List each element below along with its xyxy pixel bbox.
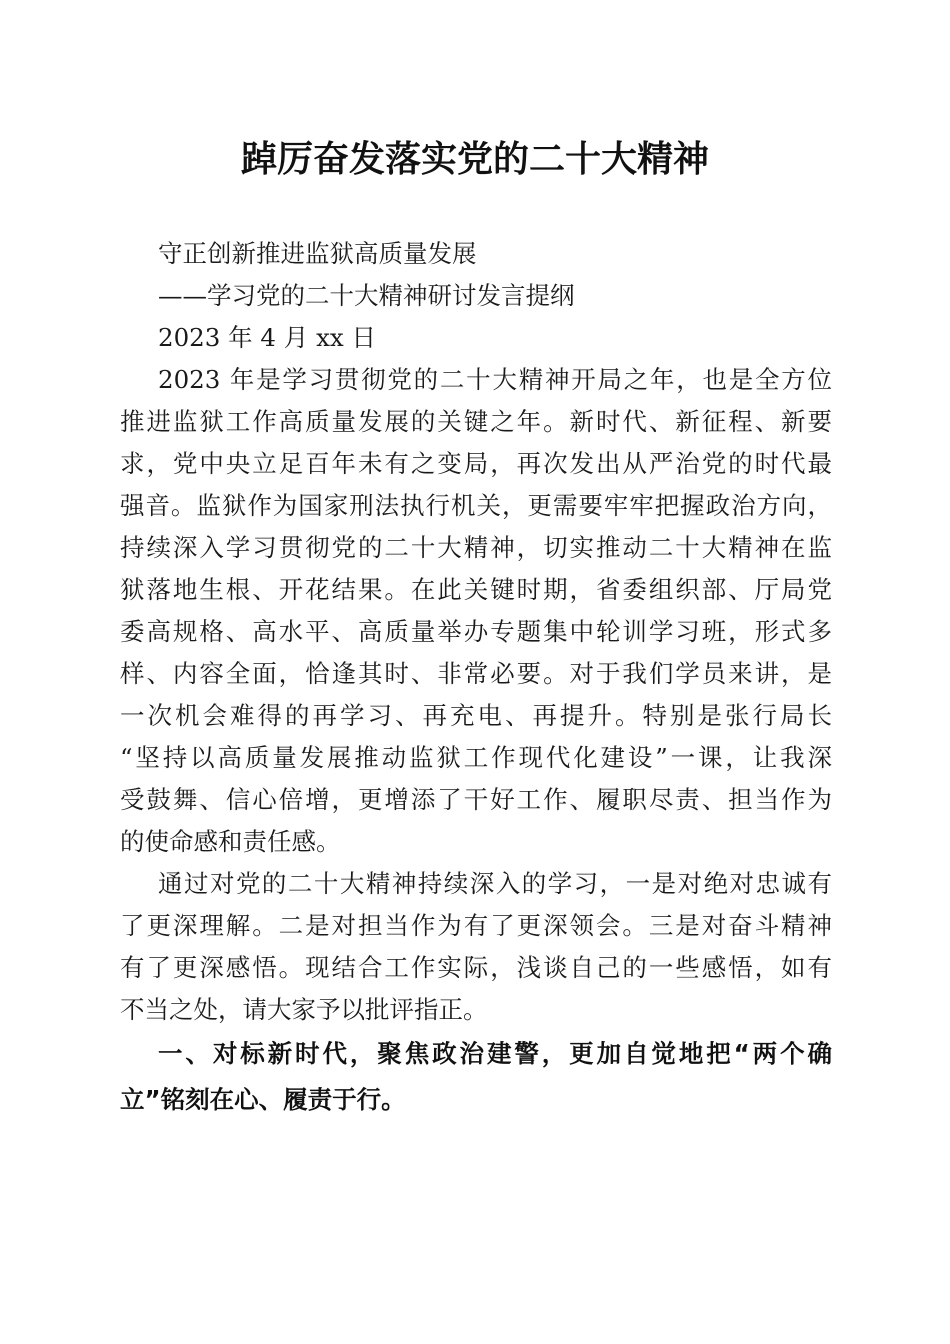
paragraph-line: 持续深入学习贯彻党的二十大精神，切实推动二十大精神在监 (120, 533, 832, 562)
subtitle: 守正创新推进监狱高质量发展 (158, 239, 477, 268)
paragraph-line: 不当之处，请大家予以批评指正。 (120, 995, 488, 1024)
paragraph-line: 样、内容全面，恰逢其时、非常必要。对于我们学员来讲，是 (120, 659, 832, 688)
paragraph-line: 的使命感和责任感。 (120, 827, 341, 856)
paragraph-line: 有了更深感悟。现结合工作实际，浅谈自己的一些感悟，如有 (120, 953, 832, 982)
paragraph-line: 委高规格、高水平、高质量举办专题集中轮训学习班，形式多 (120, 617, 832, 646)
subtitle-secondary: ——学习党的二十大精神研讨发言提纲 (158, 281, 575, 310)
paragraph-line: “坚持以高质量发展推动监狱工作现代化建设”一课，让我深 (120, 743, 832, 772)
document-date: 2023 年 4 月 xx 日 (158, 323, 377, 352)
paragraph-line: 了更深理解。二是对担当作为有了更深领会。三是对奋斗精神 (120, 911, 832, 940)
paragraph-line: 通过对党的二十大精神持续深入的学习，一是对绝对忠诚有 (158, 869, 832, 898)
paragraph-line: 2023 年是学习贯彻党的二十大精神开局之年，也是全方位 (158, 365, 832, 394)
paragraph-line: 强音。监狱作为国家刑法执行机关，更需要牢牢把握政治方向， (120, 491, 832, 520)
paragraph-line: 狱落地生根、开花结果。在此关键时期，省委组织部、厅局党 (120, 575, 832, 604)
heading-line: 立”铭刻在心、履责于行。 (120, 1085, 406, 1114)
paragraph-line: 求，党中央立足百年未有之变局，再次发出从严治党的时代最 (120, 449, 832, 478)
document-title: 踔厉奋发落实党的二十大精神 (240, 138, 709, 180)
document-body (120, 233, 832, 1123)
paragraph-line: 一次机会难得的再学习、再充电、再提升。特别是张行局长 (120, 701, 832, 730)
heading-line: 一、对标新时代，聚焦政治建警，更加自觉地把“两个确 (158, 1039, 832, 1068)
paragraph-line: 推进监狱工作高质量发展的关键之年。新时代、新征程、新要 (120, 407, 832, 436)
paragraph-1 (120, 359, 832, 863)
section-heading-1 (120, 1031, 832, 1123)
paragraph-line: 受鼓舞、信心倍增，更增添了干好工作、履职尽责、担当作为 (120, 785, 832, 814)
paragraph-2 (120, 863, 832, 1031)
